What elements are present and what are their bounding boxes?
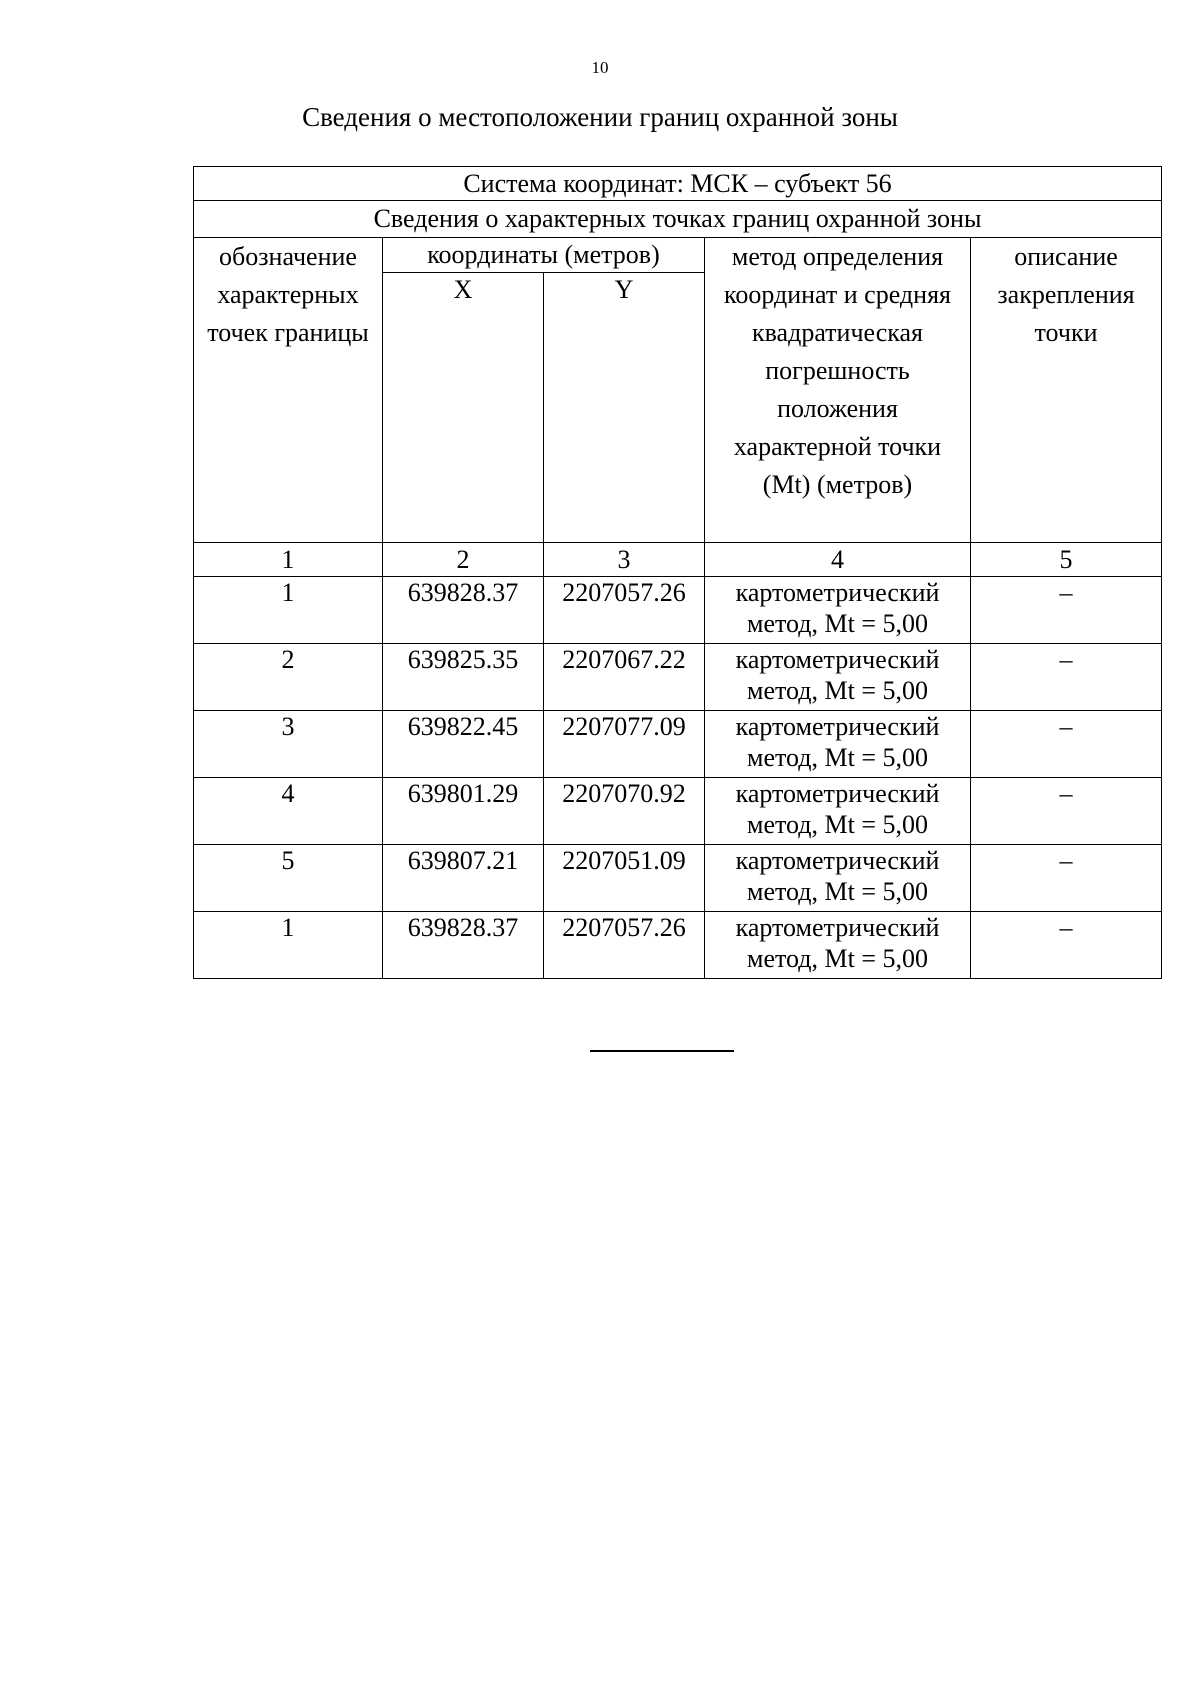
method-cell xyxy=(705,711,971,778)
point-cell: 4 xyxy=(194,778,383,845)
y-cell: 2207067.22 xyxy=(544,644,705,711)
y-cell: 2207077.09 xyxy=(544,711,705,778)
method-line: картометрический xyxy=(735,779,940,808)
table-row xyxy=(194,644,1162,711)
method-line: метод, Mt = 5,00 xyxy=(747,609,928,638)
y-cell: 2207057.26 xyxy=(544,912,705,979)
x-cell: 639828.37 xyxy=(383,577,544,644)
x-cell: 639801.29 xyxy=(383,778,544,845)
header-x: X xyxy=(383,273,544,543)
description-cell: – xyxy=(971,845,1162,912)
page-number: 10 xyxy=(591,58,609,77)
column-numbers-row xyxy=(194,543,1162,577)
description-cell: – xyxy=(971,778,1162,845)
table-caption-cell: Сведения о характерных точках границ охранной зоны xyxy=(194,201,1162,238)
method-line: картометрический xyxy=(735,712,940,741)
header-coordinates: координаты (метров) xyxy=(383,238,705,273)
table-row xyxy=(194,577,1162,644)
header-description: описание закрепления точки xyxy=(971,238,1162,543)
header-method: метод определения координат и средняя квадратическая погрешность положения характерной точки (Mt) (метров) xyxy=(705,238,971,543)
x-cell: 639828.37 xyxy=(383,912,544,979)
table-caption-row xyxy=(194,201,1162,238)
column-number: 4 xyxy=(705,543,971,577)
point-cell: 3 xyxy=(194,711,383,778)
x-cell: 639825.35 xyxy=(383,644,544,711)
y-cell: 2207057.26 xyxy=(544,577,705,644)
x-cell: 639807.21 xyxy=(383,845,544,912)
table-row xyxy=(194,912,1162,979)
y-cell: 2207051.09 xyxy=(544,845,705,912)
coordinates-table xyxy=(193,166,1162,979)
header-point: обозначение характерных точек границы xyxy=(194,238,383,543)
table-row xyxy=(194,845,1162,912)
end-divider xyxy=(590,1050,734,1052)
method-cell xyxy=(705,778,971,845)
table-row xyxy=(194,711,1162,778)
method-line: картометрический xyxy=(735,645,940,674)
method-line: метод, Mt = 5,00 xyxy=(747,877,928,906)
point-cell: 1 xyxy=(194,912,383,979)
table-row xyxy=(194,778,1162,845)
header-y: Y xyxy=(544,273,705,543)
column-number: 2 xyxy=(383,543,544,577)
method-line: картометрический xyxy=(735,913,940,942)
description-cell: – xyxy=(971,644,1162,711)
document-title: Сведения о местоположении границ охранной зоны xyxy=(302,102,898,132)
method-cell xyxy=(705,644,971,711)
method-cell xyxy=(705,845,971,912)
column-number: 1 xyxy=(194,543,383,577)
column-number: 3 xyxy=(544,543,705,577)
point-cell: 1 xyxy=(194,577,383,644)
method-line: метод, Mt = 5,00 xyxy=(747,944,928,973)
description-cell: – xyxy=(971,711,1162,778)
method-line: картометрический xyxy=(735,578,940,607)
point-cell: 2 xyxy=(194,644,383,711)
method-line: метод, Mt = 5,00 xyxy=(747,743,928,772)
method-line: метод, Mt = 5,00 xyxy=(747,810,928,839)
method-line: метод, Mt = 5,00 xyxy=(747,676,928,705)
y-cell: 2207070.92 xyxy=(544,778,705,845)
x-cell: 639822.45 xyxy=(383,711,544,778)
description-cell: – xyxy=(971,912,1162,979)
method-line: картометрический xyxy=(735,846,940,875)
method-cell xyxy=(705,912,971,979)
header-row xyxy=(194,238,1162,273)
coordinate-system-row xyxy=(194,167,1162,201)
coordinate-system-cell: Система координат: МСК – субъект 56 xyxy=(194,167,1162,201)
method-cell xyxy=(705,577,971,644)
description-cell: – xyxy=(971,577,1162,644)
point-cell: 5 xyxy=(194,845,383,912)
column-number: 5 xyxy=(971,543,1162,577)
